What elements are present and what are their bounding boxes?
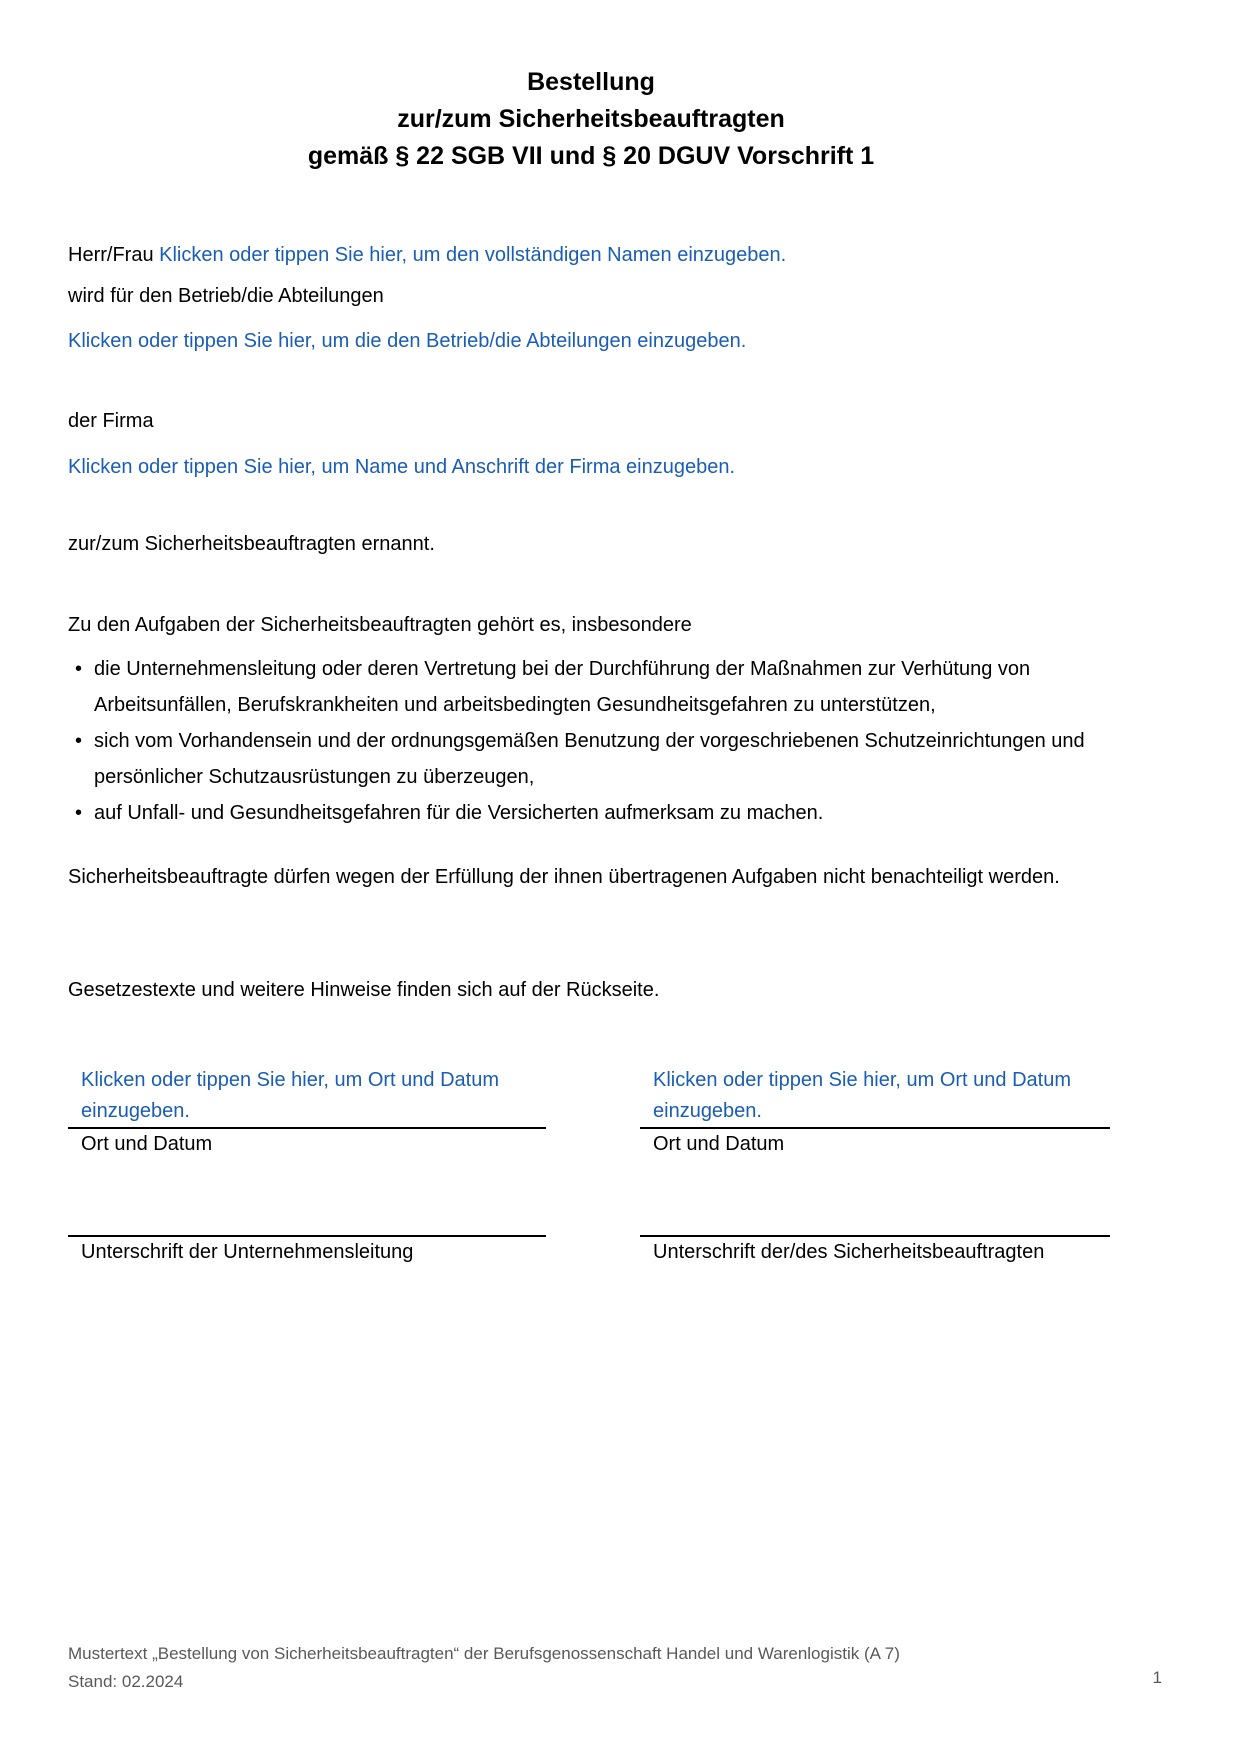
appointment-text: zur/zum Sicherheitsbeauftragten ernannt. <box>68 533 435 555</box>
intro-name-line <box>68 240 1114 271</box>
ort-datum-block-left <box>68 1065 546 1156</box>
duty-item: • die Unternehmensleitung oder deren Vertretung bei der Durchführung der Maßnahmen zur Verhütung von Arbeitsunfällen, Berufskrankheiten und arbeitsbedingten Gesundheitsgefahren zu unterstützen, <box>68 651 1114 723</box>
page-footer <box>68 1640 1068 1696</box>
footer-stand-text: Stand: 02.2024 <box>68 1672 184 1691</box>
signature-label-right: Unterschrift der/des Sicherheitsbeauftragten <box>653 1241 1045 1263</box>
ort-datum-label-left: Ort und Datum <box>81 1133 213 1155</box>
salutation-text: Herr/Frau <box>68 244 160 266</box>
title-line-2: zur/zum Sicherheitsbeauftragten <box>397 105 785 133</box>
signature-block-left <box>68 1235 546 1264</box>
ort-datum-label-right: Ort und Datum <box>653 1133 785 1155</box>
firma-placeholder-field[interactable]: Klicken oder tippen Sie hier, um Name und Anschrift der Firma einzugeben. <box>68 456 736 478</box>
firma-label: der Firma <box>68 410 154 432</box>
duty-item: • auf Unfall- und Gesundheitsgefahren für die Versicherten aufmerksam zu machen. <box>68 795 1114 831</box>
duty-item: • sich vom Vorhandensein und der ordnungsgemäßen Benutzung der vorgeschriebenen Schutzeinrichtungen und persönlicher Schutzausrüstungen zu überzeugen, <box>68 723 1114 795</box>
name-placeholder-field[interactable]: Klicken oder tippen Sie hier, um den vollständigen Namen einzugeben. <box>159 244 787 266</box>
signature-block-right <box>640 1235 1110 1264</box>
ort-datum-placeholder-right[interactable]: Klicken oder tippen Sie hier, um Ort und Datum einzugeben. <box>653 1069 1071 1122</box>
legal-reference-text: Gesetzestexte und weitere Hinweise finden sich auf der Rückseite. <box>68 979 660 1001</box>
duties-heading: Zu den Aufgaben der Sicherheitsbeauftragten gehört es, insbesondere <box>68 614 692 636</box>
footer-source-text: Mustertext „Bestellung von Sicherheitsbeauftragten“ der Berufsgenossenschaft Handel und Warenlogistik (A 7) <box>68 1644 900 1663</box>
title-line-1: Bestellung <box>527 68 655 96</box>
document-title <box>68 64 1114 175</box>
ort-datum-block-right <box>640 1065 1110 1156</box>
duties-list <box>68 651 1114 831</box>
non-discrimination-text: Sicherheitsbeauftragte dürfen wegen der Erfüllung der ihnen übertragenen Aufgaben nicht benachteiligt werden. <box>68 866 1060 888</box>
ort-datum-placeholder-left[interactable]: Klicken oder tippen Sie hier, um Ort und Datum einzugeben. <box>81 1069 499 1122</box>
signature-label-left: Unterschrift der Unternehmensleitung <box>81 1241 414 1263</box>
betrieb-label: wird für den Betrieb/die Abteilungen <box>68 285 384 307</box>
betrieb-placeholder-field[interactable]: Klicken oder tippen Sie hier, um die den Betrieb/die Abteilungen einzugeben. <box>68 330 747 352</box>
page-number: 1 <box>1152 1668 1162 1687</box>
title-line-3: gemäß § 22 SGB VII und § 20 DGUV Vorschrift 1 <box>307 142 875 170</box>
